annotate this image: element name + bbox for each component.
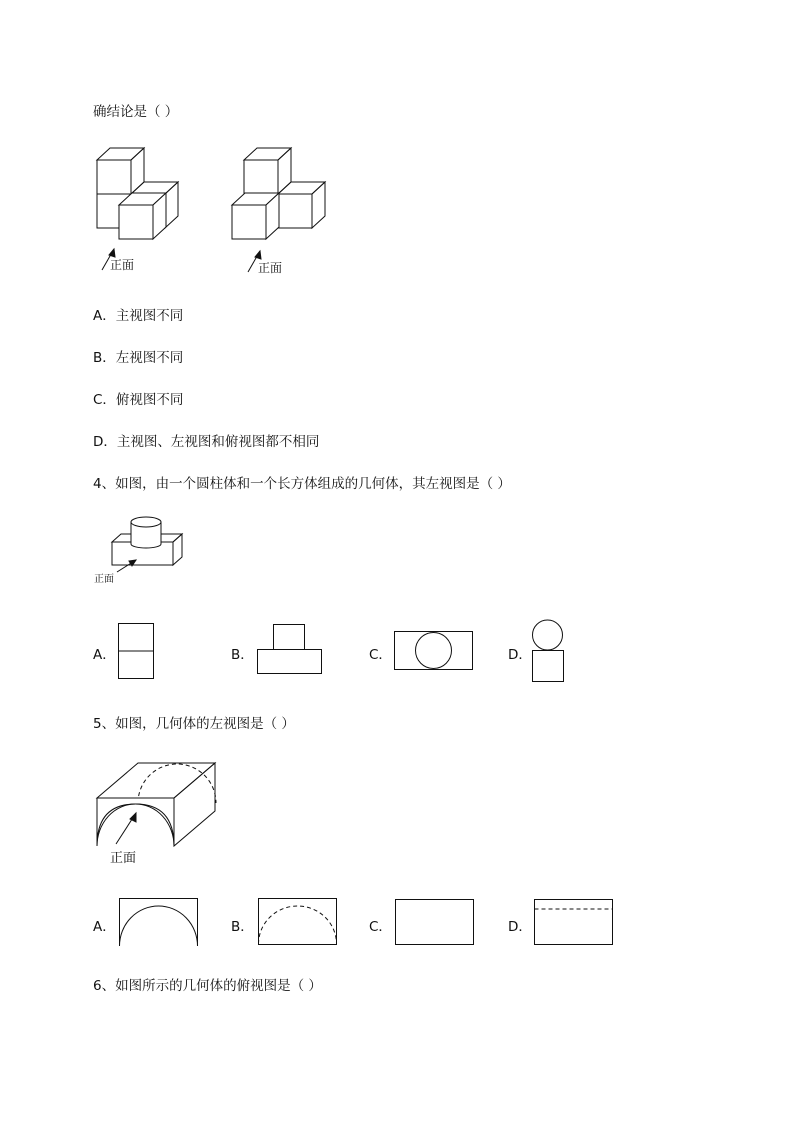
q4-option-a-label: A． [93, 647, 116, 663]
q4-option-b-figure [257, 624, 327, 679]
q4-option-c-label: C． [369, 647, 392, 663]
q5-option-a-figure [119, 898, 201, 950]
q4-option-d-label: D． [508, 647, 532, 663]
q3-front-label-2: 正面 [258, 261, 283, 275]
q3-option-d: D．主视图、左视图和俯视图都不相同 [93, 434, 320, 450]
q5-option-c-figure [395, 898, 477, 950]
q5-stem: 5、如图，几何体的左视图是（ ） [93, 716, 295, 732]
q5-option-d-figure [534, 898, 616, 950]
q3-figure-1 [90, 145, 190, 275]
q4-option-c-figure [394, 631, 476, 673]
q5-option-d-label: D． [508, 919, 532, 935]
q6-stem: 6、如图所示的几何体的俯视图是（ ） [93, 978, 322, 994]
q3-option-b: B．左视图不同 [93, 350, 184, 366]
q3-stem-tail: 确结论是（ ） [93, 104, 179, 120]
q3-option-a: A．主视图不同 [93, 308, 184, 324]
q5-option-a-label: A． [93, 919, 116, 935]
q5-figure [90, 758, 225, 868]
q5-front-label: 正面 [110, 851, 137, 866]
q5-option-c-label: C． [369, 919, 392, 935]
q4-option-b-label: B． [231, 647, 254, 663]
q3-front-label-1: 正面 [110, 258, 135, 272]
q4-stem: 4、如图，由一个圆柱体和一个长方体组成的几何体，其左视图是（ ） [93, 476, 511, 492]
q4-option-a-figure [118, 623, 158, 683]
q4-figure [90, 512, 190, 587]
q3-figure-2 [230, 145, 340, 275]
q5-option-b-figure [258, 898, 340, 950]
q3-option-c: C．俯视图不同 [93, 392, 184, 408]
q4-option-d-figure [530, 620, 570, 685]
q5-option-b-label: B． [231, 919, 254, 935]
q4-front-label: 正面 [94, 574, 114, 585]
